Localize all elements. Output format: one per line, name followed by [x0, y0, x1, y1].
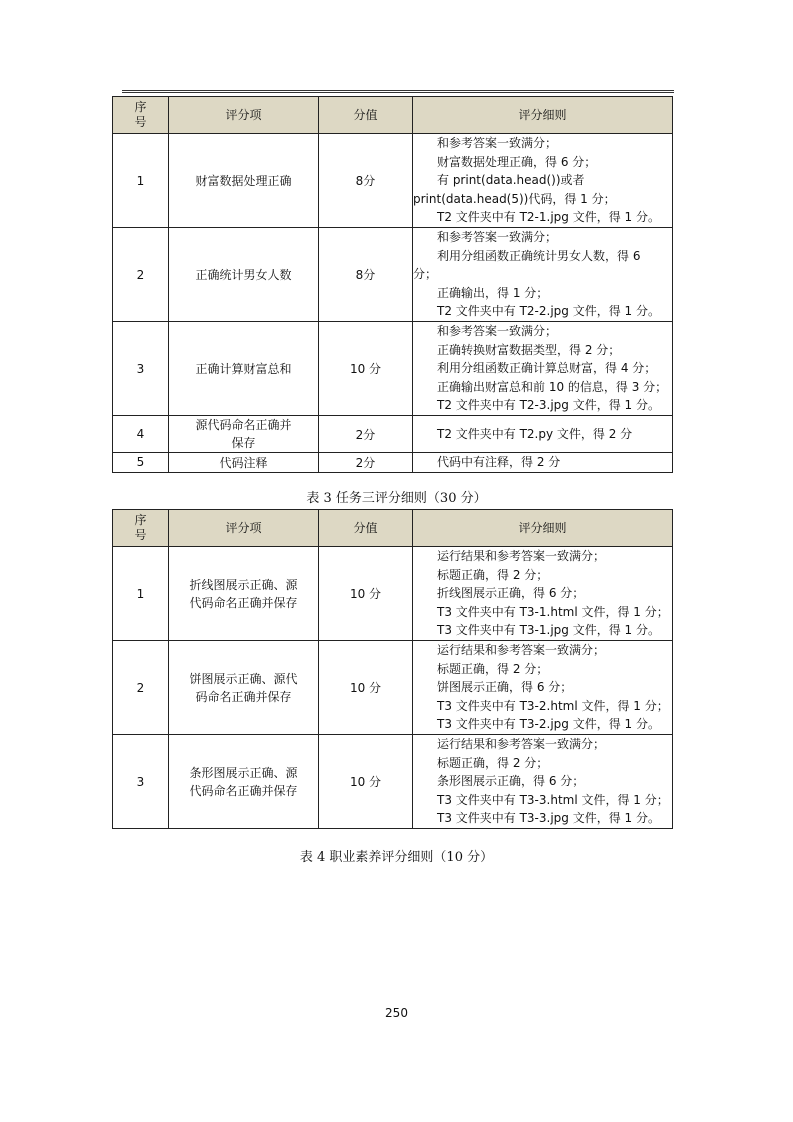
row-number: 4 [113, 416, 169, 453]
row-score: 10 分 [319, 322, 413, 416]
rule-line: 正确输出，得 1 分； [437, 285, 549, 300]
task2-score-table [112, 96, 673, 473]
header-item: 评分项 [169, 97, 319, 134]
rule-line: 分； [413, 267, 438, 282]
row-item: 正确计算财富总和 [169, 322, 319, 416]
header-score: 分值 [319, 97, 413, 134]
table-row [113, 322, 673, 416]
row-number: 5 [113, 453, 169, 473]
rule-line: 折线图展示正确，得 6 分； [437, 586, 585, 601]
row-rules [413, 416, 673, 453]
rule-line: T3 文件夹中有 T3-3.html 文件，得 1 分； [437, 792, 669, 807]
page-number: 250 [385, 1006, 408, 1020]
rule-line: 正确输出财富总和前 10 的信息，得 3 分； [437, 379, 668, 394]
rule-line: 运行结果和参考答案一致满分； [437, 737, 606, 752]
row-rules [413, 735, 673, 829]
header-score: 分值 [319, 510, 413, 547]
rule-line: 正确转换财富数据类型，得 2 分； [437, 342, 621, 357]
table-row [113, 134, 673, 228]
row-score: 10 分 [319, 547, 413, 641]
row-score: 2分 [319, 416, 413, 453]
row-score: 10 分 [319, 735, 413, 829]
row-item: 折线图展示正确、源 代码命名正确并保存 [169, 547, 319, 641]
rule-line: 财富数据处理正确，得 6 分； [437, 154, 597, 169]
row-number: 3 [113, 735, 169, 829]
row-score: 2分 [319, 453, 413, 473]
rule-line: T2 文件夹中有 T2-2.jpg 文件，得 1 分。 [437, 304, 660, 319]
rule-line: T3 文件夹中有 T3-1.html 文件，得 1 分； [437, 604, 669, 619]
rule-line: 运行结果和参考答案一致满分； [437, 643, 606, 658]
header-item: 评分项 [169, 510, 319, 547]
row-score: 8分 [319, 134, 413, 228]
table-row [113, 416, 673, 453]
table4-caption: 表 4 职业素养评分细则（10 分） [299, 850, 494, 865]
rule-line: T3 文件夹中有 T3-3.jpg 文件，得 1 分。 [437, 811, 660, 826]
rule-line: 标题正确，得 2 分； [437, 661, 549, 676]
row-score: 10 分 [319, 641, 413, 735]
table-header-row [113, 97, 673, 134]
rule-line: 有 print(data.head())或者 [437, 173, 585, 188]
row-number: 3 [113, 322, 169, 416]
header-no: 序 号 [113, 510, 169, 547]
row-rules [413, 453, 673, 473]
rule-line: 条形图展示正确，得 6 分； [437, 774, 585, 789]
row-item: 条形图展示正确、源 代码命名正确并保存 [169, 735, 319, 829]
row-number: 1 [113, 547, 169, 641]
header-rules: 评分细则 [413, 510, 673, 547]
row-score: 8分 [319, 228, 413, 322]
row-rules [413, 228, 673, 322]
table-row [113, 641, 673, 735]
row-item: 正确统计男女人数 [169, 228, 319, 322]
row-number: 2 [113, 641, 169, 735]
row-rules [413, 547, 673, 641]
rule-line: T3 文件夹中有 T3-1.jpg 文件，得 1 分。 [437, 623, 660, 638]
row-rules [413, 134, 673, 228]
rule-line: T2 文件夹中有 T2.py 文件，得 2 分 [437, 426, 633, 441]
header-rules: 评分细则 [413, 97, 673, 134]
row-number: 1 [113, 134, 169, 228]
rule-line: 和参考答案一致满分； [437, 230, 558, 245]
rule-line: T2 文件夹中有 T2-3.jpg 文件，得 1 分。 [437, 398, 660, 413]
rule-line: 利用分组函数正确计算总财富，得 4 分； [437, 361, 657, 376]
rule-line: 饼图展示正确，得 6 分； [437, 680, 573, 695]
rule-line: 运行结果和参考答案一致满分； [437, 549, 606, 564]
task3-score-table [112, 509, 673, 829]
rule-line: T3 文件夹中有 T3-2.html 文件，得 1 分； [437, 698, 669, 713]
rule-line: 标题正确，得 2 分； [437, 567, 549, 582]
row-item: 财富数据处理正确 [169, 134, 319, 228]
rule-line: 代码中有注释，得 2 分 [437, 455, 561, 469]
rule-line: T2 文件夹中有 T2-1.jpg 文件，得 1 分。 [437, 210, 660, 225]
table-header-row [113, 510, 673, 547]
rule-line: 标题正确，得 2 分； [437, 755, 549, 770]
row-number: 2 [113, 228, 169, 322]
rule-line: 和参考答案一致满分； [437, 136, 558, 151]
row-rules [413, 322, 673, 416]
rule-line: T3 文件夹中有 T3-2.jpg 文件，得 1 分。 [437, 717, 660, 732]
row-rules [413, 641, 673, 735]
header-rule [122, 90, 674, 93]
row-item: 饼图展示正确、源代 码命名正确并保存 [169, 641, 319, 735]
rule-line: 和参考答案一致满分； [437, 324, 558, 339]
header-no: 序 号 [113, 97, 169, 134]
table-row [113, 453, 673, 473]
table3-caption: 表 3 任务三评分细则（30 分） [306, 491, 487, 506]
row-item: 源代码命名正确并 保存 [169, 416, 319, 453]
table-row [113, 735, 673, 829]
rule-line: print(data.head(5))代码，得 1 分； [413, 191, 616, 206]
table-row [113, 228, 673, 322]
table-row [113, 547, 673, 641]
row-item: 代码注释 [169, 453, 319, 473]
rule-line: 利用分组函数正确统计男女人数，得 6 [437, 248, 641, 263]
